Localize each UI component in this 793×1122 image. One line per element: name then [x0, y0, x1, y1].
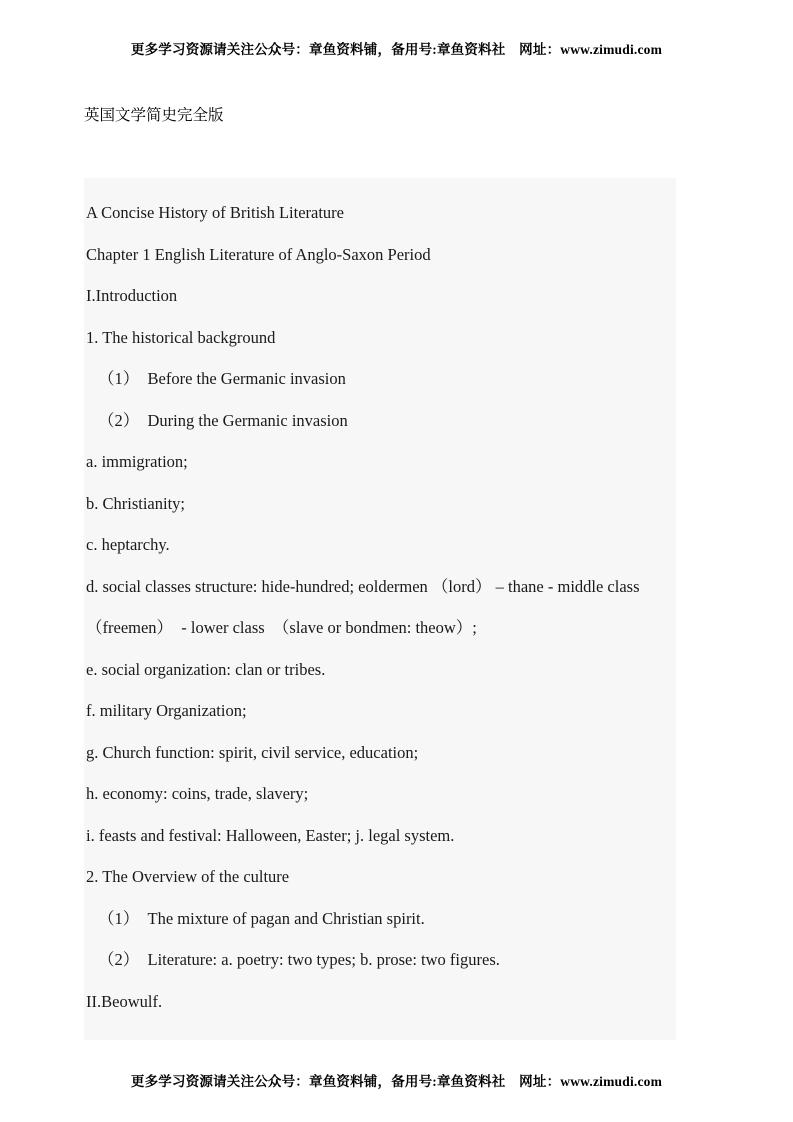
- body-line: b. Christianity;: [86, 493, 185, 513]
- body-line: 1. The historical background: [86, 327, 276, 347]
- body-line: I.Introduction: [86, 286, 178, 305]
- body-line: f. military Organization;: [86, 701, 247, 720]
- body-line: i. feasts and festival: Halloween, Easter; j. legal system.: [86, 825, 455, 845]
- body-line: d. social classes structure: hide-hundred; eoldermen （lord） – thane - middle class （freemen） - lower class （slave or bondmen: theow）;: [86, 576, 657, 637]
- footer-promo-banner: 更多学习资源请关注公众号：章鱼资料铺，备用号:章鱼资料社 网址：www.zimudi.com: [130, 1074, 663, 1089]
- body-line: Chapter 1 English Literature of Anglo-Saxon Period: [86, 244, 431, 264]
- body-line: A Concise History of British Literature: [86, 203, 344, 222]
- body-line: e. social organization: clan or tribes.: [86, 659, 326, 679]
- body-line: c. heptarchy.: [86, 535, 170, 554]
- body-line: II.Beowulf.: [86, 991, 163, 1011]
- body-line: 2. The Overview of the culture: [86, 867, 290, 886]
- body-line: g. Church function: spirit, civil service, education;: [86, 742, 419, 762]
- body-line: （2） Literature: a. poetry: two types; b. prose: two figures.: [98, 950, 500, 969]
- body-line: （1） The mixture of pagan and Christian spirit.: [98, 908, 425, 928]
- body-line: （1） Before the Germanic invasion: [98, 369, 346, 388]
- header-promo-banner: 更多学习资源请关注公众号：章鱼资料铺，备用号:章鱼资料社 网址：www.zimudi.com: [130, 42, 663, 57]
- page-title: 英国文学简史完全版: [84, 107, 224, 124]
- body-line: （2） During the Germanic invasion: [98, 410, 348, 430]
- body-line: h. economy: coins, trade, slavery;: [86, 784, 309, 803]
- document-body: [84, 178, 676, 1040]
- body-line: a. immigration;: [86, 452, 188, 471]
